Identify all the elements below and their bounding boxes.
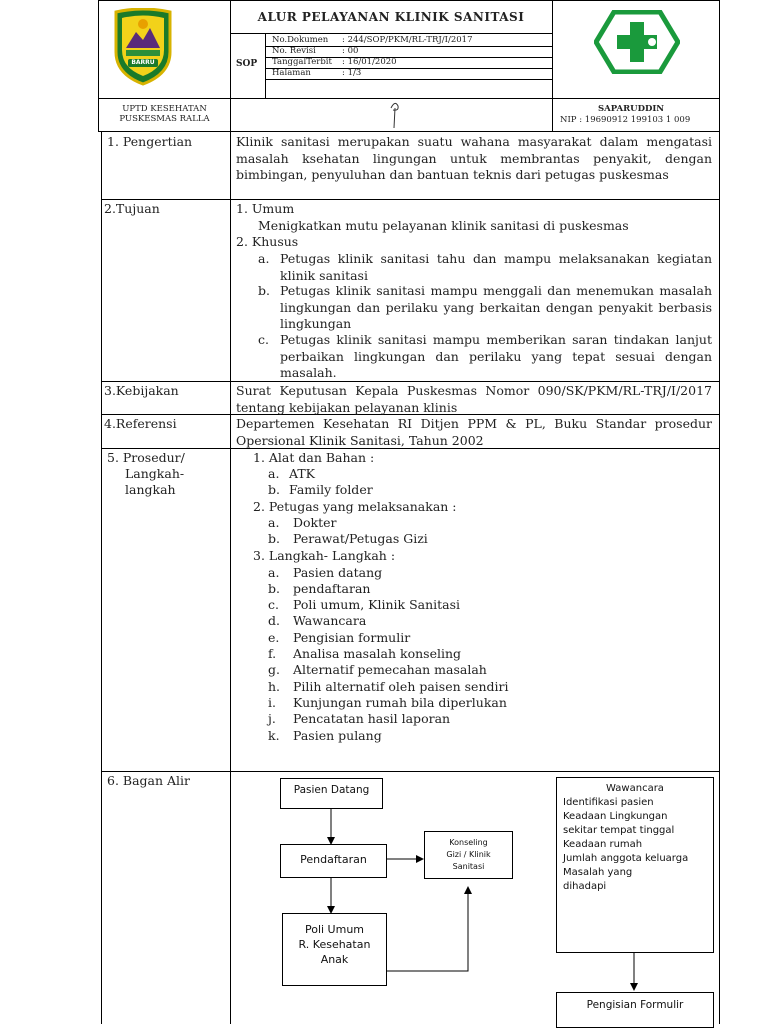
wawancara-line: Masalah yang (563, 867, 633, 878)
signature (385, 100, 405, 130)
meta-value: : 00 (342, 46, 359, 56)
tujuan-umum-title: 1. Umum (236, 201, 295, 216)
prosedur-item-marker: j. (268, 711, 276, 726)
prosedur-item-text: Pencatatan hasil laporan (293, 711, 451, 726)
prosedur-item-text: Dokter (293, 515, 337, 530)
section-label-tujuan: 2.Tujuan (104, 201, 160, 216)
prosedur-item-marker: b. (268, 581, 280, 596)
barru-logo (112, 8, 174, 86)
tujuan-item-text: Petugas klinik sanitasi mampu menggali dan menemukan masalah lingkungan dan perilaku yang berkaitan dengan penyakit berbasis lingkungan (280, 283, 712, 331)
tujuan-item-marker: b. (258, 283, 270, 298)
wawancara-line: Identifikasi pasien (563, 797, 654, 808)
sop-label: SOP (236, 59, 258, 69)
prosedur-item-marker: a. (268, 466, 280, 481)
logo-text: BARRU (131, 59, 155, 66)
referensi-text: Departemen Kesehatan RI Ditjen PPM & PL, Buku Standar prosedur Opersional Klinik Sanitasi, Tahun 2002 (236, 416, 712, 448)
prosedur-group-title: 2. Petugas yang melaksanakan : (253, 499, 457, 514)
meta-label: Halaman (272, 68, 311, 78)
prosedur-item-text: Pasien datang (293, 565, 383, 580)
prosedur-item-marker: c. (268, 597, 279, 612)
prosedur-item-text: Perawat/Petugas Gizi (293, 531, 428, 546)
section-label-kebijakan: 3.Kebijakan (104, 383, 179, 398)
prosedur-item-marker: d. (268, 613, 280, 628)
flow-box-wawancara (556, 777, 714, 953)
section-label-bagan: 6. Bagan Alir (107, 773, 191, 788)
prosedur-item-marker: e. (268, 630, 280, 645)
prosedur-item-marker: a. (268, 565, 280, 580)
prosedur-item-text: Wawancara (293, 613, 367, 628)
section-label-referensi: 4.Referensi (104, 416, 177, 431)
pengertian-text: Klinik sanitasi merupakan suatu wahana masyarakat dalam mengatasi masalah ksehatan lingungan untuk membrantas penyakit, dengan bimbingan, penyuluhan dan bantuan teknis dari petugas puskesmas (236, 134, 712, 182)
meta-value: : 16/01/2020 (342, 57, 397, 67)
signer-nip: NIP : 19690912 199103 1 009 (560, 115, 691, 125)
prosedur-item-text: Family folder (289, 482, 373, 497)
section-label-prosedur: 5. Prosedur/ (107, 450, 185, 465)
prosedur-group-title: 3. Langkah- Langkah : (253, 548, 396, 563)
document-title: ALUR PELAYANAN KLINIK SANITASI (257, 10, 525, 24)
prosedur-item-text: Pasien pulang (293, 728, 382, 743)
tujuan-item-text: Petugas klinik sanitasi tahu dan mampu melaksanakan kegiatan klinik sanitasi (280, 251, 712, 283)
prosedur-item-text: ATK (289, 466, 316, 481)
flow-box-konseling (424, 831, 513, 879)
prosedur-item-text: Poli umum, Klinik Sanitasi (293, 597, 461, 612)
flow-box-text: Sanitasi (452, 862, 485, 871)
flow-box-text: R. Kesehatan (298, 938, 371, 951)
flow-box-text: Gizi / Klinik (446, 850, 491, 859)
prosedur-group-title: 1. Alat dan Bahan : (253, 450, 375, 465)
flow-box-pengisian-formulir (556, 992, 714, 1028)
prosedur-item-text: pendaftaran (293, 581, 371, 596)
org-name-line2: PUSKESMAS RALLA (119, 114, 210, 124)
prosedur-item-text: Pengisian formulir (293, 630, 411, 645)
flow-box-text: Konseling (449, 838, 488, 847)
prosedur-item-marker: g. (268, 662, 280, 677)
section-label-pengertian: 1. Pengertian (107, 134, 193, 149)
prosedur-item-marker: k. (268, 728, 280, 743)
flow-box-title: Wawancara (606, 783, 664, 794)
wawancara-line: dihadapi (563, 881, 607, 892)
wawancara-line: Keadaan rumah (563, 839, 643, 850)
kebijakan-text: Surat Keputusan Kepala Puskesmas Nomor 090/SK/PKM/RL-TRJ/I/2017 tentang kebijakan pelayanan klinis (236, 383, 712, 415)
section-label-prosedur: langkah (125, 482, 176, 497)
flow-box-text: Poli Umum (304, 923, 365, 936)
flow-box-text: Pendaftaran (300, 853, 367, 866)
tujuan-item-marker: c. (258, 332, 269, 347)
meta-label: No.Dokumen (272, 35, 329, 45)
prosedur-item-text: Alternatif pemecahan masalah (293, 662, 487, 677)
tujuan-item-text: Petugas klinik sanitasi mampu memberikan saran tindakan lanjut perbaikan lingkungan dan perilaku yang tepat sesuai dengan masalah. (280, 332, 712, 380)
prosedur-item-marker: f. (268, 646, 277, 661)
flow-box-text: Pasien Datang (293, 784, 370, 796)
section-label-prosedur: Langkah- (125, 466, 185, 481)
prosedur-item-marker: a. (268, 515, 280, 530)
prosedur-item-marker: b. (268, 482, 280, 497)
flow-box-pendaftaran (280, 844, 387, 878)
meta-value: : 1/3 (342, 68, 362, 78)
wawancara-line: Jumlah anggota keluarga (563, 853, 689, 864)
tujuan-umum-text: Menigkatkan mutu pelayanan klinik sanitasi di puskesmas (258, 218, 629, 233)
wawancara-line: Keadaan Lingkungan (563, 811, 668, 822)
org-name-line1: UPTD KESEHATAN (122, 104, 207, 114)
meta-label: TanggalTerbit (272, 57, 332, 67)
prosedur-item-marker: b. (268, 531, 280, 546)
flow-box-text: Pengisian Formulir (586, 999, 684, 1011)
flow-box-poli-umum (282, 913, 387, 986)
prosedur-item-text: Pilih alternatif oleh paisen sendiri (293, 679, 509, 694)
prosedur-item-text: Analisa masalah konseling (293, 646, 462, 661)
prosedur-item-text: Kunjungan rumah bila diperlukan (293, 695, 507, 710)
prosedur-item-marker: h. (268, 679, 281, 694)
prosedur-item-marker: i. (268, 695, 276, 710)
flow-box-text: Anak (320, 953, 349, 966)
flow-box-pasien-datang (280, 778, 383, 809)
meta-label: No. Revisi (272, 46, 316, 56)
wawancara-line: sekitar tempat tinggal (563, 825, 675, 836)
signer-name: SAPARUDDIN (598, 104, 665, 114)
meta-value: : 244/SOP/PKM/RL-TRJ/I/2017 (342, 35, 473, 45)
puskesmas-logo (594, 10, 680, 74)
tujuan-item-marker: a. (258, 251, 270, 266)
tujuan-khusus-title: 2. Khusus (236, 234, 299, 249)
